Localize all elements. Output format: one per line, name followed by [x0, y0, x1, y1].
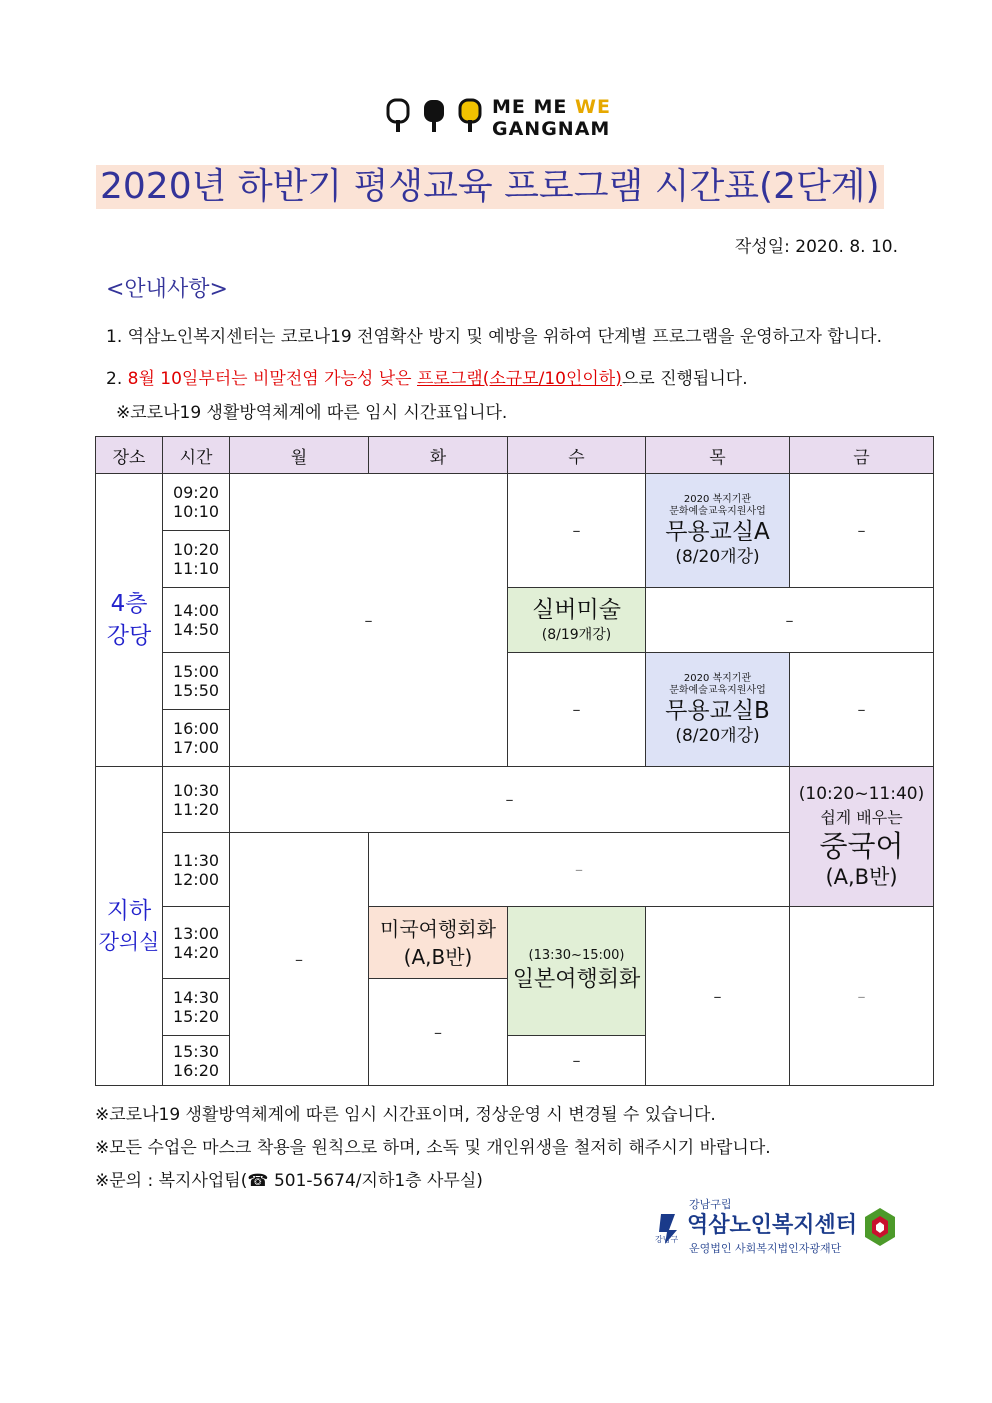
page-title: 2020년 하반기 평생교육 프로그램 시간표(2단계)	[96, 165, 884, 209]
chinese-desc: 쉽게 배우는	[820, 808, 903, 827]
chinese-time: (10:20~11:40)	[798, 784, 925, 804]
time-start: 10:30	[172, 780, 220, 800]
logo-shape-2	[422, 98, 446, 134]
wed-late-afternoon-empty: –	[508, 1036, 646, 1086]
time-slot	[163, 907, 230, 979]
time-slot	[163, 833, 230, 907]
time-start: 11:30	[172, 850, 220, 870]
logo-text-bottom: GANGNAM	[492, 118, 611, 140]
dance-class-a	[646, 474, 790, 588]
dance-a-name: 무용교실A	[665, 518, 770, 545]
dance-b-count: (8/20개강)	[675, 725, 760, 746]
dance-a-sub1: 2020 복지기관	[683, 493, 752, 505]
logo-text-top: ME ME WE	[492, 96, 611, 118]
time-slot	[163, 710, 230, 767]
time-start: 10:20	[172, 540, 220, 559]
logo-shape-3	[458, 98, 482, 134]
mon-tue-auditorium-empty: –	[230, 474, 508, 767]
thu-afternoon-empty: –	[646, 907, 790, 1086]
time-end: 16:20	[172, 1060, 220, 1080]
header-mon: 월	[230, 437, 369, 474]
time-start: 15:30	[172, 1041, 220, 1061]
time-start: 15:00	[172, 662, 220, 681]
header-wed: 수	[508, 437, 646, 474]
chinese-group: (A,B반)	[825, 865, 898, 889]
header-place: 장소	[96, 437, 163, 474]
notice-item-1: 1. 역삼노인복지센터는 코로나19 전염확산 방지 및 예방을 위하여 단계별 프로그램을 운영하고자 합니다.	[106, 327, 882, 347]
memewe-logo	[386, 96, 618, 146]
time-start: 14:00	[172, 601, 220, 620]
header-fri: 금	[790, 437, 934, 474]
time-start: 14:30	[172, 988, 220, 1007]
gangnam-mark-text: 강남구	[655, 1235, 679, 1244]
time-end: 10:10	[172, 502, 220, 521]
footer-note-3: ※문의 : 복지사업팀(☎ 501-5674/지하1층 사무실)	[95, 1171, 483, 1191]
notice-item-3: ※코로나19 생활방역체계에 따른 임시 시간표입니다.	[116, 403, 508, 423]
foundation-mark-icon	[861, 1206, 899, 1248]
notice-item-2: 2. 8월 10일부터는 비말전염 가능성 낮은 프로그램(소규모/10인이하)으로 진행됩니다.	[106, 369, 748, 389]
dance-b-name: 무용교실B	[665, 697, 770, 724]
japanese-travel-class	[508, 907, 646, 1036]
english-name: 미국여행회화	[380, 916, 496, 941]
logo-shape-1	[386, 98, 410, 134]
thu-fri-afternoon-empty: –	[646, 588, 934, 653]
english-group: (A,B반)	[403, 944, 473, 969]
footer-note-2: ※모든 수업은 마스크 착용을 원칙으로 하며, 소독 및 개인위생을 철저히 해주시기 바랍니다.	[95, 1138, 771, 1158]
time-slot	[163, 979, 230, 1036]
header-thu: 목	[646, 437, 790, 474]
fri-morning-empty: –	[790, 474, 934, 588]
dance-a-sub2: 문화예술교육지원사업	[669, 505, 766, 517]
place-classroom	[96, 767, 163, 1086]
center-logo	[655, 1196, 905, 1262]
silver-art-count: (8/19개강)	[541, 627, 612, 643]
dance-a-count: (8/20개강)	[675, 546, 760, 567]
date-text: 작성일: 2020. 8. 10.	[734, 237, 898, 257]
time-end: 15:20	[172, 1007, 220, 1026]
time-slot	[163, 531, 230, 588]
chinese-name: 중국어	[819, 829, 904, 863]
center-logo-sub: 운영법인 사회복지법인자광재단	[689, 1242, 842, 1255]
silver-art-name: 실버미술	[532, 597, 621, 623]
header-tue: 화	[369, 437, 508, 474]
time-start: 09:20	[172, 483, 220, 502]
wed-late-empty: –	[508, 653, 646, 767]
time-start: 13:00	[172, 923, 220, 943]
mon-classroom-empty: –	[230, 833, 369, 1086]
silver-art-class	[508, 588, 646, 653]
center-logo-name: 역삼노인복지센터	[687, 1213, 858, 1238]
time-slot	[163, 767, 230, 833]
time-end: 11:10	[172, 559, 220, 578]
mon-thu-morning-empty: –	[230, 767, 790, 833]
japanese-name: 일본여행회화	[512, 967, 641, 992]
time-end: 17:00	[172, 738, 220, 757]
table-header-row	[96, 437, 934, 474]
time-slot	[163, 588, 230, 653]
tue-afternoon-empty: –	[369, 979, 508, 1086]
center-logo-top: 강남구립	[689, 1198, 732, 1211]
schedule-table	[95, 436, 934, 1086]
chinese-class	[790, 767, 934, 907]
time-end: 14:50	[172, 620, 220, 639]
english-travel-class	[369, 907, 508, 979]
fri-late-empty: –	[790, 653, 934, 767]
time-end: 14:20	[172, 942, 220, 962]
dance-class-b	[646, 653, 790, 767]
place-auditorium-line1: 4층	[110, 591, 148, 617]
tue-thu-late-morning-empty: –	[369, 833, 790, 907]
time-end: 12:00	[172, 869, 220, 889]
place-classroom-line2: 강의실	[98, 930, 160, 954]
time-slot	[163, 653, 230, 710]
dance-b-sub1: 2020 복지기관	[683, 672, 752, 684]
time-slot	[163, 474, 230, 531]
place-auditorium-line2: 강당	[106, 623, 152, 649]
time-end: 15:50	[172, 681, 220, 700]
time-start: 16:00	[172, 719, 220, 738]
time-end: 11:20	[172, 799, 220, 819]
notice-heading: <안내사항>	[106, 277, 228, 302]
place-classroom-line1: 지하	[106, 898, 152, 924]
footer-note-1: ※코로나19 생활방역체계에 따른 임시 시간표이며, 정상운영 시 변경될 수 있습니다.	[95, 1105, 716, 1125]
japanese-time: (13:30~15:00)	[528, 948, 625, 963]
time-slot	[163, 1036, 230, 1086]
dance-b-sub2: 문화예술교육지원사업	[669, 684, 766, 696]
fri-afternoon-empty: –	[790, 907, 934, 1086]
place-auditorium	[96, 474, 163, 767]
wed-morning-empty: –	[508, 474, 646, 588]
header-time: 시간	[163, 437, 230, 474]
